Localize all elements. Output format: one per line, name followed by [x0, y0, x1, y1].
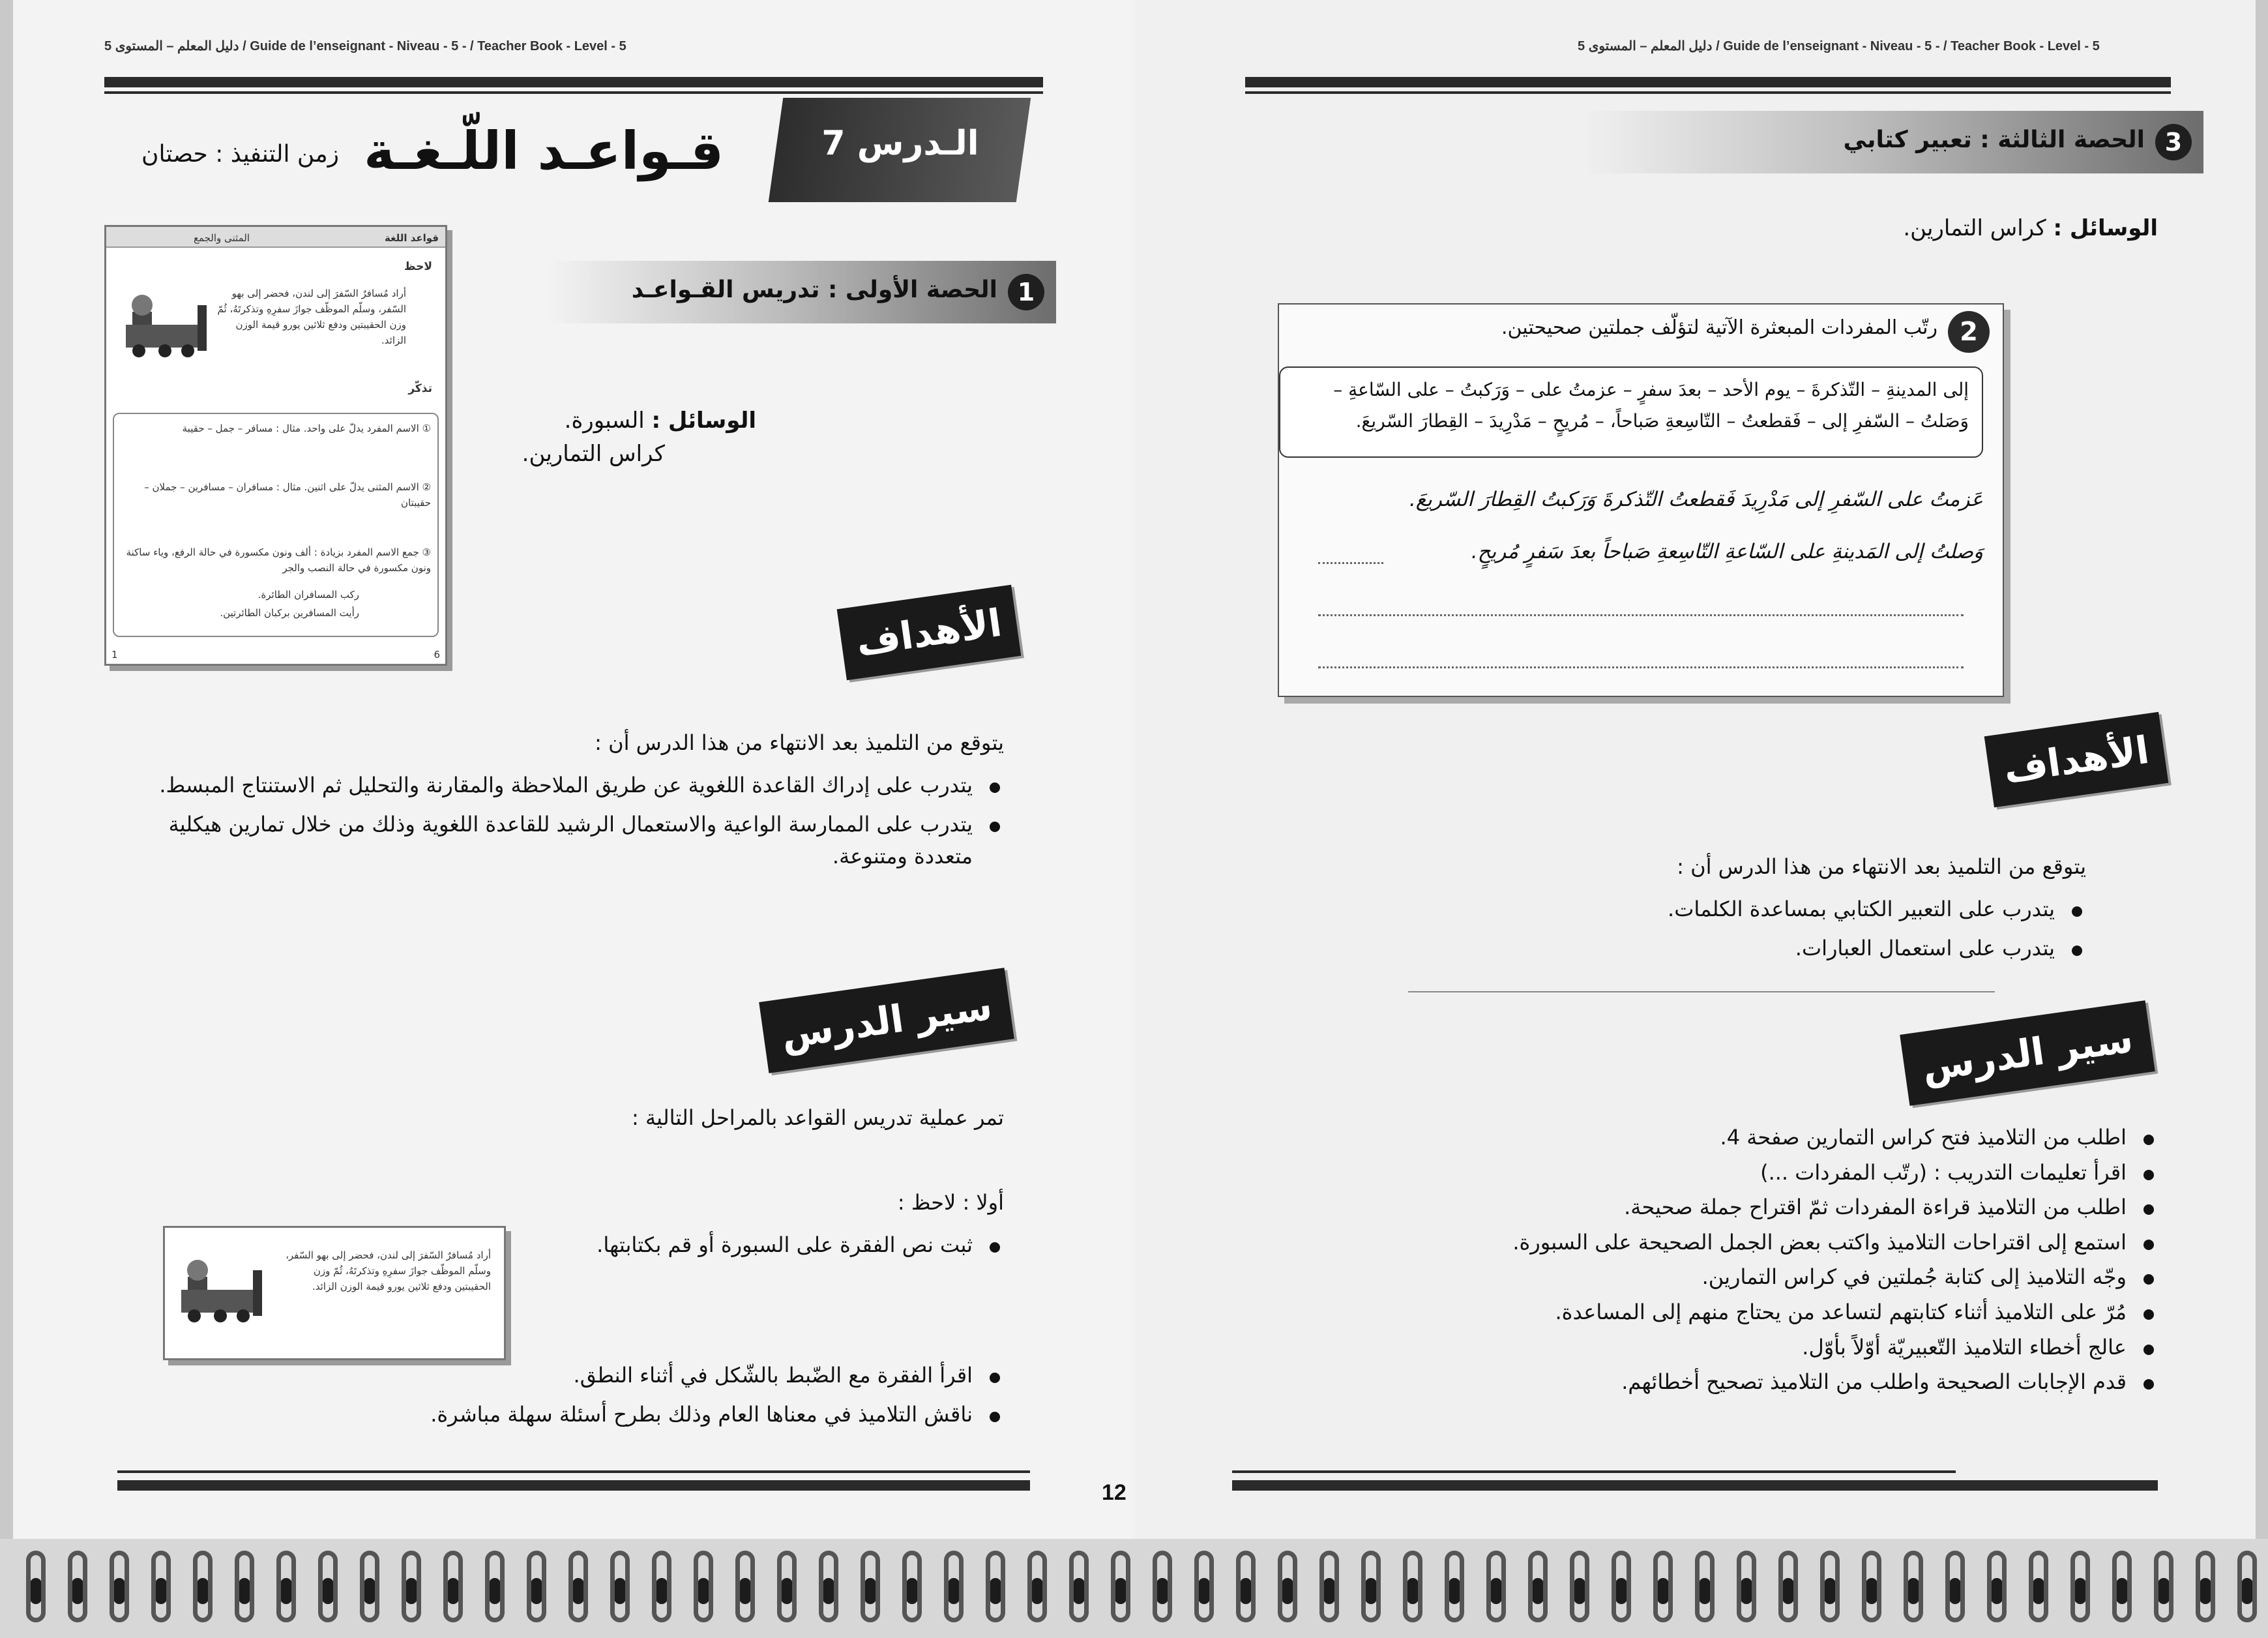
spiral-ring — [2029, 1551, 2048, 1622]
spiral-ring — [819, 1551, 838, 1622]
spiral-ring — [360, 1551, 379, 1622]
header-rule — [104, 77, 1043, 87]
paragraph-thumbnail — [163, 1226, 506, 1360]
spiral-ring — [777, 1551, 797, 1622]
spiral-binding — [0, 1539, 2268, 1638]
dotted-line — [1318, 562, 1383, 564]
spiral-ring — [1361, 1551, 1381, 1622]
spiral-ring — [1403, 1551, 1422, 1622]
procedure-item: مُرّ على التلاميذ أثناء كتابتهم لتساعد من يحتاج منهم إلى المساعدة. — [1310, 1296, 2158, 1329]
objectives-list — [117, 769, 1004, 880]
means-block — [522, 404, 756, 471]
procedure-item: اطلب من التلاميذ فتح كراس التمارين صفحة 4. — [1310, 1122, 2158, 1154]
page-header: 5 دليل المعلم – المستوى / Guide de l’enseignant - Niveau - 5 - / Teacher Book - Level - 5 — [1578, 39, 2100, 53]
answer-sentence-2: وَصلتُ إلى المَدينةِ على السّاعةِ التّاسِعةِ صَباحاً بعدَ سَفرٍ مُريحٍ. — [1471, 540, 1983, 563]
procedure-badge: سير الدرس — [1900, 1000, 2155, 1106]
means-block — [1903, 215, 2158, 241]
footer-rule-thin — [117, 1470, 1030, 1473]
lesson-number: الـدرس 7 — [821, 124, 979, 163]
thumb-observe: لاحظ — [404, 260, 432, 273]
procedure-item: قدم الإجابات الصحيحة واطلب من التلاميذ تصحيح أخطائهم. — [1310, 1366, 2158, 1399]
thumb-page-left: 1 — [111, 649, 118, 661]
stage-item: ثبت نص الفقرة على السبورة أو قم بكتابتها. — [508, 1229, 1004, 1262]
train-illustration-icon — [175, 1257, 272, 1329]
procedure-item: استمع إلى اقتراحات التلاميذ واكتب بعض الجمل الصحيحة على السبورة. — [1310, 1227, 2158, 1259]
spiral-ring — [443, 1551, 463, 1622]
stage-item: اقرأ الفقرة مع الضّبط بالشّكل في أثناء النطق. — [156, 1360, 1004, 1392]
objectives-badge: الأهداف — [1984, 712, 2169, 808]
objective-item: يتدرب على استعمال العبارات. — [1304, 932, 2086, 965]
spiral-ring — [1820, 1551, 1840, 1622]
thumb-example-2: رأيت المسافرين بركبان الطائرتين. — [220, 607, 359, 619]
header-rule-thin — [104, 91, 1043, 94]
exercise-card — [1278, 303, 2004, 697]
spiral-ring — [235, 1551, 254, 1622]
spiral-ring — [1486, 1551, 1506, 1622]
thumb-example-1: ركب المسافران الطائرة. — [258, 589, 359, 601]
thumb-rule-1: ① الاسم المفرد يدلّ على واحد. مثال : مسافر – جمل – حقيبة — [182, 423, 431, 434]
duration: زمن التنفيذ : حصتان — [141, 141, 339, 168]
procedure-item: اقرأ تعليمات التدريب : (رتّب المفردات ...) — [1310, 1157, 2158, 1189]
thumb-rule-3: ③ جمع الاسم المفرد بزيادة : ألف ونون مكسورة في حالة الرفع، وياء ساكنة ونون مكسورة في حالة النصب والجر — [126, 546, 431, 574]
footer-rule — [1232, 1480, 2158, 1491]
spiral-ring — [1612, 1551, 1631, 1622]
section-1-number: 1 — [1008, 274, 1044, 310]
objectives-intro: يتوقع من التلميذ بعد الانتهاء من هذا الدرس أن : — [1677, 854, 2086, 879]
spiral-ring — [68, 1551, 87, 1622]
lesson-tab — [769, 98, 1031, 202]
spiral-ring — [1111, 1551, 1130, 1622]
spiral-ring — [1236, 1551, 1256, 1622]
first-stage-list — [508, 1229, 1004, 1268]
thumb-header-left: المثنى والجمع — [193, 232, 250, 244]
means-item-1: السبورة. — [564, 408, 645, 434]
header-rule-thin — [1245, 91, 2171, 94]
spiral-ring — [652, 1551, 671, 1622]
lesson-title: قـواعـد اللّـغـة — [364, 121, 724, 181]
exercise-number: 2 — [1948, 311, 1990, 353]
procedure-item: اطلب من التلاميذ قراءة المفردات ثمّ اقتراح جملة صحيحة. — [1310, 1191, 2158, 1224]
spiral-ring — [1737, 1551, 1756, 1622]
spiral-ring — [276, 1551, 296, 1622]
stage-item: ناقش التلاميذ في معناها العام وذلك بطرح أسئلة سهلة مباشرة. — [156, 1399, 1004, 1431]
first-stage-label: أولا : لاحظ : — [897, 1190, 1004, 1215]
spiral-ring — [944, 1551, 964, 1622]
later-stage-list — [156, 1360, 1004, 1437]
means-label: الوسائل : — [2053, 215, 2158, 241]
textbook-thumbnail — [104, 225, 447, 666]
spiral-ring — [527, 1551, 546, 1622]
spiral-ring — [2154, 1551, 2173, 1622]
spiral-ring — [1069, 1551, 1089, 1622]
objective-item: يتدرب على التعبير الكتابي بمساعدة الكلمات. — [1304, 893, 2086, 926]
spiral-ring — [1278, 1551, 1297, 1622]
scrambled-words-box — [1279, 366, 1983, 458]
means-label: الوسائل : — [651, 408, 756, 434]
spiral-ring — [986, 1551, 1005, 1622]
spiral-ring — [1570, 1551, 1589, 1622]
objective-item: يتدرب على الممارسة الواعية والاستعمال الرشيد للقاعدة اللغوية وذلك من خلال تمارين هيكلية متعددة ومتنوعة. — [117, 809, 1004, 873]
exercise-instruction: رتّب المفردات المبعثرة الآتية لتؤلّف جملتين صحيحتين. — [1501, 316, 1937, 339]
spiral-ring — [318, 1551, 338, 1622]
procedure-badge: سير الدرس — [759, 968, 1014, 1073]
dotted-line — [1318, 614, 1964, 616]
section-1-bar — [548, 261, 1056, 323]
spiral-ring — [902, 1551, 922, 1622]
thumb-remember: تذكّر — [408, 382, 432, 395]
procedure-item: عالج أخطاء التلاميذ التّعبيريّة أوّلاً بأوّل. — [1310, 1332, 2158, 1364]
spiral-ring — [1653, 1551, 1673, 1622]
spiral-ring — [694, 1551, 713, 1622]
page-header: 5 دليل المعلم – المستوى / Guide de l’enseignant - Niveau - 5 - / Teacher Book - Level - 5 — [104, 39, 626, 53]
spiral-ring — [1153, 1551, 1172, 1622]
spiral-ring — [110, 1551, 129, 1622]
procedure-intro: تمر عملية تدريس القواعد بالمراحل التالية : — [632, 1105, 1004, 1130]
spiral-ring — [1319, 1551, 1339, 1622]
thumb-header-right: قواعد اللغة — [385, 232, 439, 244]
spiral-ring — [151, 1551, 171, 1622]
right-page — [1134, 0, 2256, 1558]
spiral-ring — [568, 1551, 588, 1622]
spiral-ring — [610, 1551, 630, 1622]
objectives-list — [1304, 893, 2086, 971]
small-thumb-paragraph: أراد مُسافرٌ السّفرَ إلى لندن، فحضر إلى بهو السّفر، وسلّم الموظّف جوازَ سفرِهِ وتذكرتَهُ، ثُمّ وزن الحقيبتين ودفع ثلاثين يورو قيمة الوزن الزائد. — [286, 1249, 491, 1292]
dotted-line — [1318, 666, 1964, 668]
spiral-ring — [2070, 1551, 2090, 1622]
page-number: 12 — [1102, 1480, 1127, 1505]
spiral-ring — [1904, 1551, 1923, 1622]
procedure-list — [1310, 1122, 2158, 1401]
words-line-1: إلى المدينةِ – التّذكرةَ – يوم الأحد – بعدَ سفرٍ – عزمتُ على – وَرَكبتُ – على السّاعةِ – — [1333, 379, 1969, 400]
spiral-ring — [735, 1551, 755, 1622]
spiral-ring — [1862, 1551, 1881, 1622]
objectives-intro: يتوقع من التلميذ بعد الانتهاء من هذا الدرس أن : — [595, 730, 1004, 755]
spiral-ring — [2112, 1551, 2132, 1622]
thumb-paragraph: أراد مُسافرٌ السّفرَ إلى لندن، فحضر إلى بهو السّفر، وسلّم الموظّف جوازَ سفرِهِ وتذكرتَهُ، ثُمّ وزن الحقيبتين ودفع ثلاثين يورو قيمة الوزن الزائد. — [217, 288, 406, 346]
spiral-ring — [2196, 1551, 2215, 1622]
section-3-label: الحصة الثالثة : تعبير كتابي — [1843, 127, 2145, 153]
spiral-ring — [2237, 1551, 2257, 1622]
spiral-ring — [1445, 1551, 1464, 1622]
thumb-page-right: 6 — [434, 649, 440, 661]
spiral-ring — [1695, 1551, 1715, 1622]
spiral-ring — [1027, 1551, 1047, 1622]
objective-item: يتدرب على إدراك القاعدة اللغوية عن طريق الملاحظة والمقارنة والتحليل ثم الاستنتاج المبسط. — [117, 769, 1004, 802]
spiral-ring — [861, 1551, 880, 1622]
header-rule — [1245, 77, 2171, 87]
section-1-label: الحصة الأولى : تدريس القـواعـد — [631, 276, 997, 303]
spiral-ring — [1778, 1551, 1798, 1622]
spiral-ring — [193, 1551, 213, 1622]
spiral-ring — [1528, 1551, 1548, 1622]
thumb-rule-2: ② الاسم المثنى يدلّ على اثنين. مثال : مسافران – مسافرين – جملان – حقيبتان — [144, 481, 431, 509]
words-line-2: وَصَلتُ – السّفرِ إلى – فَقطعتُ – التّاسِعةِ صَباحاً، – مُريحٍ – مَدْرِيدَ – القِطارَ السّريعَ. — [1355, 410, 1969, 432]
train-illustration-icon — [119, 292, 217, 364]
spiral-ring — [1987, 1551, 2007, 1622]
section-3-number: 3 — [2155, 124, 2192, 160]
spiral-ring — [402, 1551, 421, 1622]
thumb-rules-box — [113, 413, 439, 637]
left-page — [13, 0, 1134, 1558]
procedure-item: وجّه التلاميذ إلى كتابة جُملتين في كراس التمارين. — [1310, 1261, 2158, 1294]
footer-rule-thin — [1232, 1470, 1956, 1473]
answer-sentence-1: عَزمتُ على السّفرِ إلى مَدْرِيدَ فَقطعتُ التّذكرةَ وَرَكبتُ القِطارَ السّريعَ. — [1409, 488, 1983, 511]
spiral-ring — [485, 1551, 505, 1622]
means-item-2: كراس التمارين. — [522, 441, 665, 467]
objectives-badge: الأهداف — [837, 585, 1022, 681]
means-value: كراس التمارين. — [1903, 215, 2046, 241]
divider — [1408, 991, 1995, 992]
spiral-ring — [26, 1551, 46, 1622]
section-3-bar — [1584, 111, 2203, 173]
spiral-ring — [1945, 1551, 1965, 1622]
footer-rule — [117, 1480, 1030, 1491]
spiral-ring — [1194, 1551, 1214, 1622]
